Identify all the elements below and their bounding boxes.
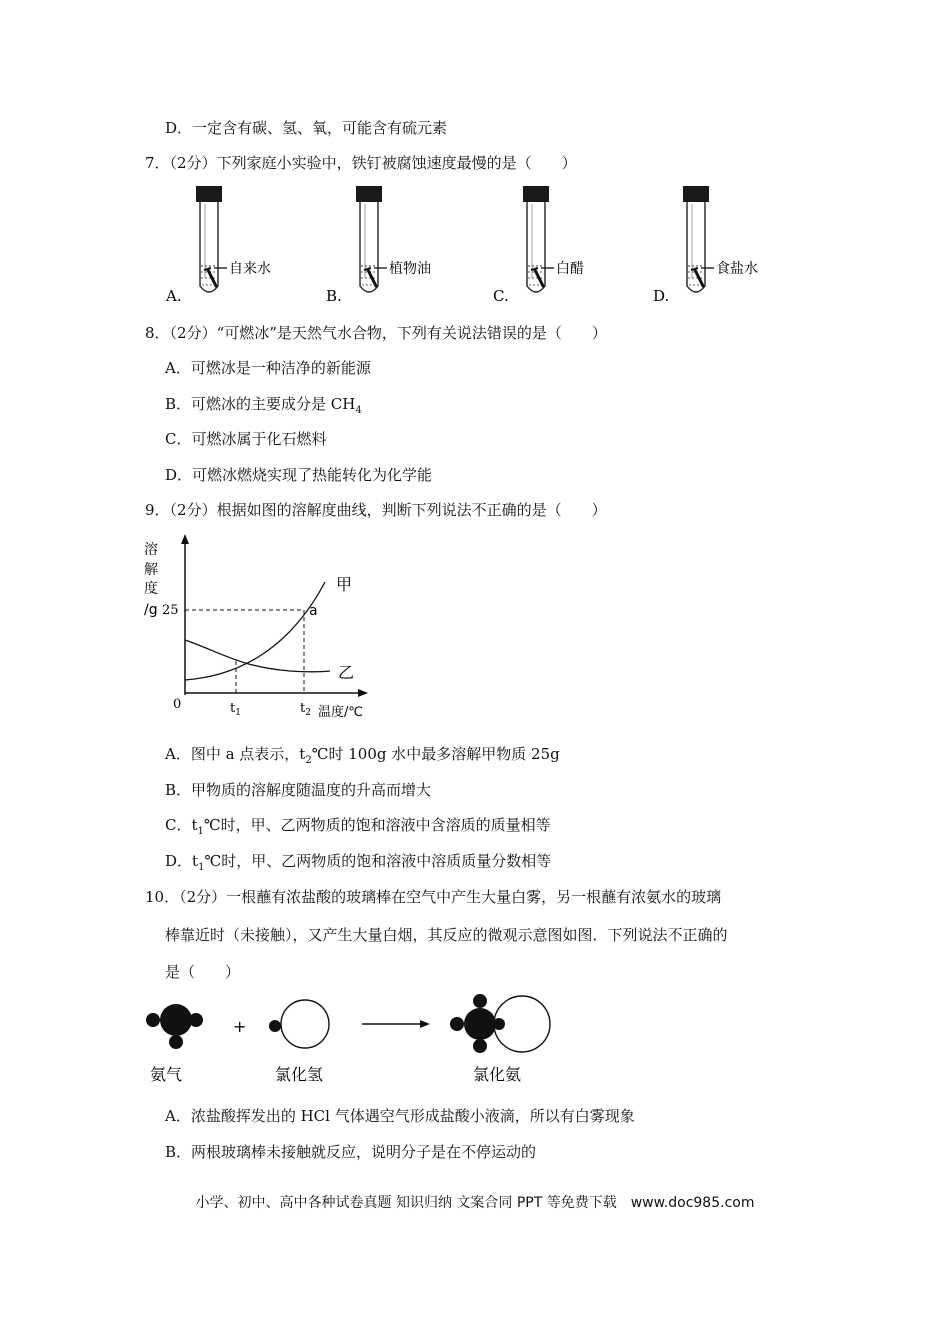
reaction-diagram: [140, 990, 580, 1090]
tube-b-letter: B.: [326, 287, 342, 305]
q7-test-tubes-figure: [150, 182, 800, 307]
point-a-label: a: [309, 603, 318, 619]
product-molecule: [450, 994, 550, 1053]
y-label-4: /g: [144, 602, 158, 618]
tube-c-liquid: 白醋: [556, 261, 584, 277]
x-axis-arrow: [358, 689, 368, 697]
q9-option-a: A．图中 a 点表示，$t_2℃$时 100g 水中最多溶解甲物质 25g: [165, 745, 560, 766]
tube-b-liquid: 植物油: [389, 261, 431, 277]
q8-option-a: A．可燃冰是一种洁净的新能源: [165, 359, 371, 377]
q10-stem-line3: 是（ ）: [165, 963, 241, 981]
tube-d-letter: D.: [653, 287, 670, 305]
tube-a: [196, 186, 227, 292]
plus-sign: +: [233, 1017, 247, 1036]
q8-option-c: C．可燃冰属于化石燃料: [165, 430, 327, 448]
series-jia-label: 甲: [336, 575, 353, 594]
q10-stem-line1: 10．（2分）一根蘸有浓盐酸的玻璃棒在空气中产生大量白雾，另一根蘸有浓氨水的玻璃: [145, 888, 722, 906]
q10-option-a: A．浓盐酸挥发出的 HCl 气体遇空气形成盐酸小液滴，所以有白雾现象: [165, 1107, 635, 1125]
hcl-molecule: [269, 1000, 329, 1048]
tube-b: [356, 186, 387, 292]
product-label: 氯化氨: [473, 1065, 522, 1084]
tube-c: [523, 186, 554, 292]
x-axis-label: 温度/℃: [318, 705, 363, 720]
q8-option-d: D．可燃冰燃烧实现了热能转化为化学能: [165, 466, 433, 484]
q8-stem: 8．（2分）“可燃冰”是天然气水合物，下列有关说法错误的是（ ）: [145, 324, 607, 342]
reaction-arrow-head: [420, 1020, 430, 1028]
ammonia-label: 氨气: [150, 1065, 183, 1084]
q9-stem: 9．（2分）根据如图的溶解度曲线，判断下列说法不正确的是（ ）: [145, 501, 607, 519]
origin-label: 0: [173, 697, 182, 712]
hcl-label: 氯化氢: [275, 1065, 324, 1084]
q9-option-d: D．$t_1℃$时，甲、乙两物质的饱和溶液中溶质质量分数相等: [165, 852, 552, 873]
y-label-3: 度: [144, 581, 158, 597]
tube-a-letter: A.: [166, 287, 182, 305]
y-label-1: 溶: [144, 542, 158, 558]
q10-stem-line2: 棒靠近时（未接触），又产生大量白烟，其反应的微观示意图如图．下列说法不正确的: [165, 926, 728, 944]
tube-c-letter: C.: [493, 287, 509, 305]
tube-d: [683, 186, 714, 292]
q9-option-c: C．$t_1℃$时，甲、乙两物质的饱和溶液中含溶质的质量相等: [165, 816, 551, 837]
q8-option-b: B．可燃冰的主要成分是 $CH_4$: [165, 395, 362, 416]
y-tick-25: 25: [162, 603, 179, 618]
solubility-chart: [140, 530, 390, 725]
x-tick-t1: $t_1$: [230, 701, 241, 718]
page-footer: 小学、初中、高中各种试卷真题 知识归纳 文案合同 PPT 等免费下载 www.doc985.com: [195, 1195, 755, 1211]
q7-stem: 7．（2分）下列家庭小实验中，铁钉被腐蚀速度最慢的是（ ）: [145, 154, 577, 172]
q10-option-b: B．两根玻璃棒未接触就反应，说明分子是在不停运动的: [165, 1143, 537, 1161]
y-label-2: 解: [144, 562, 158, 578]
series-yi-curve: [185, 640, 330, 672]
x-tick-t2: $t_2$: [300, 701, 311, 718]
y-axis-arrow: [181, 534, 189, 544]
series-yi-label: 乙: [338, 663, 355, 682]
ammonia-molecule: [146, 1004, 203, 1049]
q6-option-d: D．一定含有碳、氢、氧，可能含有硫元素: [165, 119, 448, 137]
tube-d-liquid: 食盐水: [716, 261, 758, 277]
tube-a-liquid: 自来水: [229, 261, 271, 277]
q9-option-b: B．甲物质的溶解度随温度的升高而增大: [165, 781, 432, 799]
